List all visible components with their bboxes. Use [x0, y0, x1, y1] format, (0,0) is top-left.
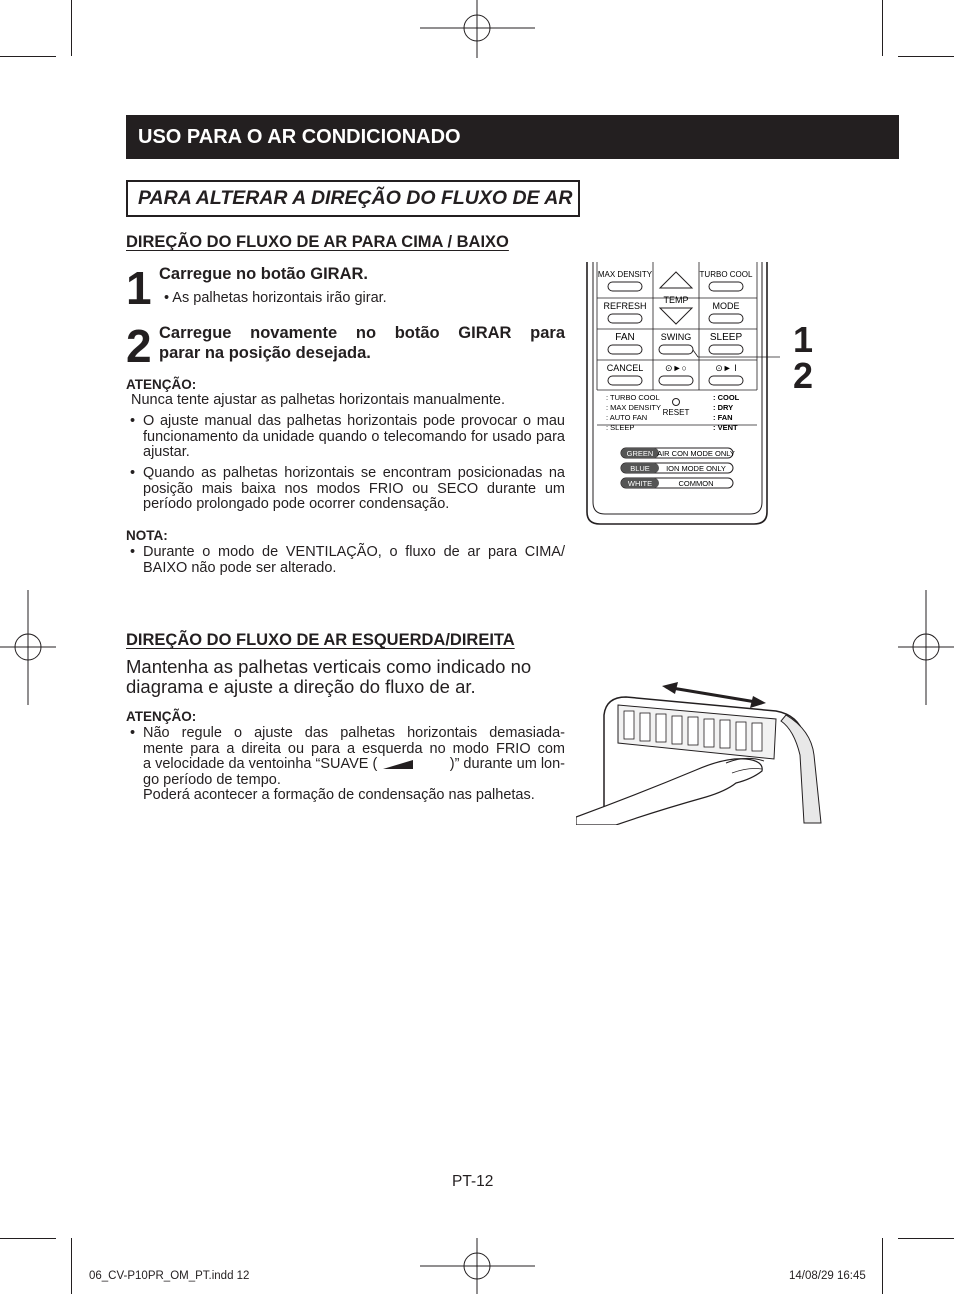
section-heading-left-right: DIREÇÃO DO FLUXO DE AR ESQUERDA/DIREITA — [126, 631, 515, 649]
crop-mark — [882, 0, 883, 56]
page-number: PT-12 — [452, 1173, 494, 1190]
legend-item: : COOL — [713, 393, 740, 402]
registration-mark-icon — [0, 590, 56, 705]
legend-item: : DRY — [713, 403, 734, 412]
legend-item: : MAX DENSITY — [606, 403, 662, 412]
legend-item: : VENT — [713, 423, 738, 432]
list-item: • Durante o modo de VENTILAÇÃO, o fluxo de ar para CIMA/ BAIXO não pode ser alterado. — [130, 544, 565, 576]
timer-on-button — [709, 376, 743, 385]
crop-mark — [71, 1238, 72, 1294]
refresh-label: REFRESH — [603, 301, 647, 311]
swing-button — [659, 345, 693, 354]
turbo-cool-label: TURBO COOL — [699, 270, 753, 279]
step-number: 2 — [126, 320, 152, 372]
list-item: • O ajuste manual das palhetas horizontais pode provocar o mau funcionamento da unidade quando o telecomando for usado para ajustar. — [130, 413, 565, 460]
legend-item: : FAN — [713, 413, 733, 422]
legend-item: : AUTO FAN — [606, 413, 648, 422]
mode-color-label: GREEN — [626, 449, 654, 458]
temp-label: TEMP — [663, 295, 689, 305]
fan-label: FAN — [615, 332, 635, 343]
bullet-text: )” durante um lon- — [449, 756, 565, 772]
callout-number: 1 — [793, 319, 814, 360]
section-heading-up-down: DIREÇÃO DO FLUXO DE AR PARA CIMA / BAIXO — [126, 233, 509, 251]
legend-item: : SLEEP — [606, 423, 635, 432]
registration-mark-icon — [898, 590, 954, 705]
bullet-text: O ajuste manual das palhetas horizontais pode provocar o mau funcionamento da unidade quando o telecomando for usado para ajustar. — [143, 413, 565, 460]
cancel-button — [608, 376, 642, 385]
registration-mark-icon — [420, 0, 535, 60]
refresh-button — [608, 314, 642, 323]
mode-color-label: WHITE — [627, 479, 653, 488]
crop-mark — [71, 0, 72, 56]
file-slug: 06_CV-P10PR_OM_PT.indd 12 — [89, 1270, 250, 1282]
turbo-cool-button — [709, 282, 743, 291]
sleep-label: SLEEP — [709, 332, 743, 343]
step-number: 1 — [126, 262, 152, 314]
timer-off-button — [659, 376, 693, 385]
bullet-line — [130, 757, 565, 773]
note-label: NOTA: — [126, 528, 168, 543]
subsection-title: PARA ALTERAR A DIREÇÃO DO FLUXO DE AR — [126, 180, 580, 217]
sleep-button — [709, 345, 743, 354]
attention-label: ATENÇÃO: — [126, 709, 197, 724]
step-title-line: Carregue novamente no botão GIRAR para — [159, 324, 565, 342]
step-title-line: parar na posição desejada. — [159, 344, 371, 362]
bullet-text: Quando as palhetas horizontais se encontram posicionadas na posição mais baixa nos modos FRIO ou SECO durante um período prolongado pode ocorrer condensação. — [143, 465, 565, 512]
crop-mark — [882, 1238, 883, 1294]
crop-mark — [898, 56, 954, 57]
fan-button — [608, 345, 642, 354]
bullet-dot: • — [130, 725, 136, 741]
section-banner: USO PARA O AR CONDICIONADO — [126, 115, 899, 159]
bullet-line: Não regule o ajuste das palhetas horizontais demasiada- — [143, 725, 565, 741]
registration-mark-icon — [420, 1238, 535, 1294]
mode-button — [709, 314, 743, 323]
bullet-line-part — [143, 757, 413, 773]
mode-color-label: BLUE — [630, 464, 650, 473]
timer-off-label: ⊙►○ — [665, 363, 687, 373]
crop-mark — [0, 1238, 56, 1239]
mode-label: COMMON — [678, 479, 714, 488]
list-item: • Quando as palhetas horizontais se encontram posicionadas na posição mais baixa nos modos FRIO ou SECO durante um período prolongado pode ocorrer condensação. — [130, 465, 565, 512]
step-detail: • As palhetas horizontais irão girar. — [164, 290, 387, 306]
mode-label: AIR CON MODE ONLY — [657, 449, 735, 458]
legend-item: : TURBO COOL — [606, 393, 660, 402]
step-title — [159, 323, 565, 363]
bullet-line: Poderá acontecer a formação de condensação nas palhetas. — [143, 787, 535, 803]
reset-label: RESET — [662, 408, 690, 417]
crop-mark — [0, 56, 56, 57]
callout-number: 2 — [793, 355, 814, 396]
timer-on-label: ⊙► I — [715, 363, 737, 373]
step-title: Carregue no botão GIRAR. — [159, 265, 369, 283]
section-body-line: Mantenha as palhetas verticais como indicado no — [126, 656, 532, 677]
max-density-button — [608, 282, 642, 291]
list-item — [130, 726, 565, 804]
mode-label: ION MODE ONLY — [666, 464, 726, 473]
bullet-text: a velocidade da ventoinha “SUAVE ( — [143, 756, 378, 772]
date-slug: 14/08/29 16:45 — [789, 1270, 866, 1282]
attention-label: ATENÇÃO: — [126, 377, 197, 392]
section-body-line: diagrama e ajuste a direção do fluxo de ar. — [126, 676, 476, 697]
bullet-text: Durante o modo de VENTILAÇÃO, o fluxo de ar para CIMA/ BAIXO não pode ser alterado. — [143, 544, 565, 576]
max-density-label: MAX DENSITY — [597, 270, 653, 279]
bullet-line: go período de tempo. — [143, 771, 281, 788]
mode-label: MODE — [712, 301, 740, 311]
cancel-label: CANCEL — [606, 363, 644, 373]
remote-control-illustration — [580, 262, 780, 527]
bullet-line: mente para a direita ou para a esquerda no modo FRIO com — [143, 740, 565, 757]
attention-intro: Nunca tente ajustar as palhetas horizontais manualmente. — [131, 392, 505, 408]
crop-mark — [898, 1238, 954, 1239]
air-conditioner-illustration — [576, 675, 826, 825]
fan-low-icon — [383, 760, 413, 769]
swing-label: SWING — [660, 332, 692, 342]
